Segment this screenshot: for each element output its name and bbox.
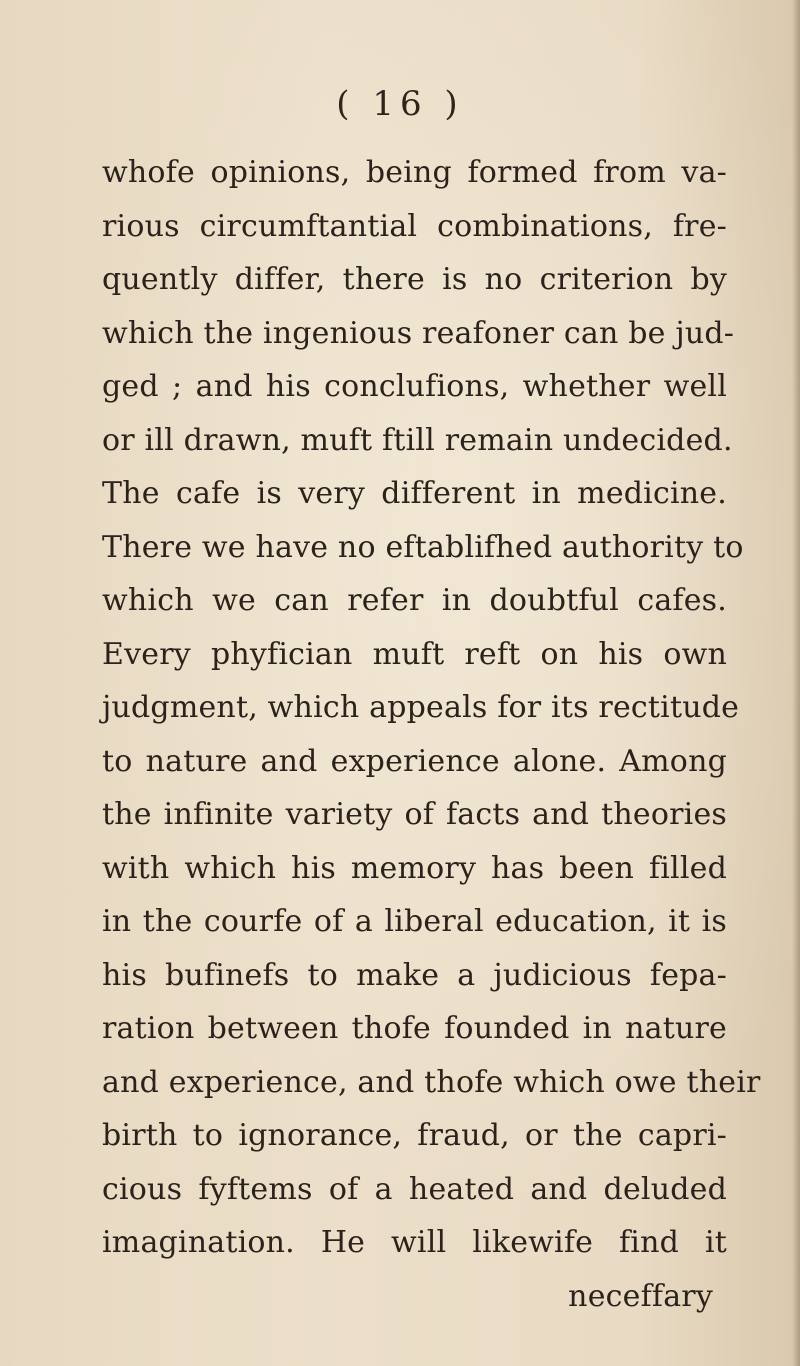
text-line-15: in the courfe of a liberal education, it is (102, 904, 727, 939)
body-text (102, 146, 761, 1323)
page-edge-shadow (792, 0, 800, 1366)
text-line-10: Every phyfician muft reft on his own (102, 636, 727, 672)
text-line-13: the infinite variety of facts and theories (102, 797, 727, 832)
text-line-9: which we can refer in doubtful cafes. (102, 583, 727, 618)
text-line-19: birth to ignorance, fraud, or the capri- (102, 1118, 727, 1153)
text-line-12: to nature and experience alone. Among (102, 743, 727, 779)
text-line-17: ration between thofe founded in nature (102, 1011, 727, 1046)
catchword: neceffary (568, 1278, 713, 1314)
text-line-16: his bufinefs to make a judicious fepa- (102, 957, 727, 993)
text-line-1: whofe opinions, being formed from va- (102, 155, 727, 190)
text-line-3: quently differ, there is no criterion by (102, 262, 727, 297)
text-line-6: or ill drawn, muft ftill remain undecided. (102, 422, 733, 458)
text-line-4: which the ingenious reafoner can be jud- (102, 315, 735, 351)
text-line-21: imagination. He will likewife find it (102, 1225, 727, 1260)
text-line-7: The cafe is very different in medicine. (102, 476, 727, 511)
text-line-2: rious circumftantial combinations, fre- (102, 208, 727, 244)
text-line-20: cious fyftems of a heated and deluded (102, 1171, 727, 1207)
text-line-8: There we have no eftablifhed authority to (102, 529, 744, 565)
text-line-5: ged ; and his conclufions, whether well (102, 369, 727, 404)
text-line-18: and experience, and thofe which owe their (102, 1064, 761, 1100)
text-line-11: judgment, which appeals for its rectitude (102, 690, 740, 725)
page-number: ( 16 ) (336, 84, 464, 124)
text-line-14: with which his memory has been filled (102, 850, 727, 886)
